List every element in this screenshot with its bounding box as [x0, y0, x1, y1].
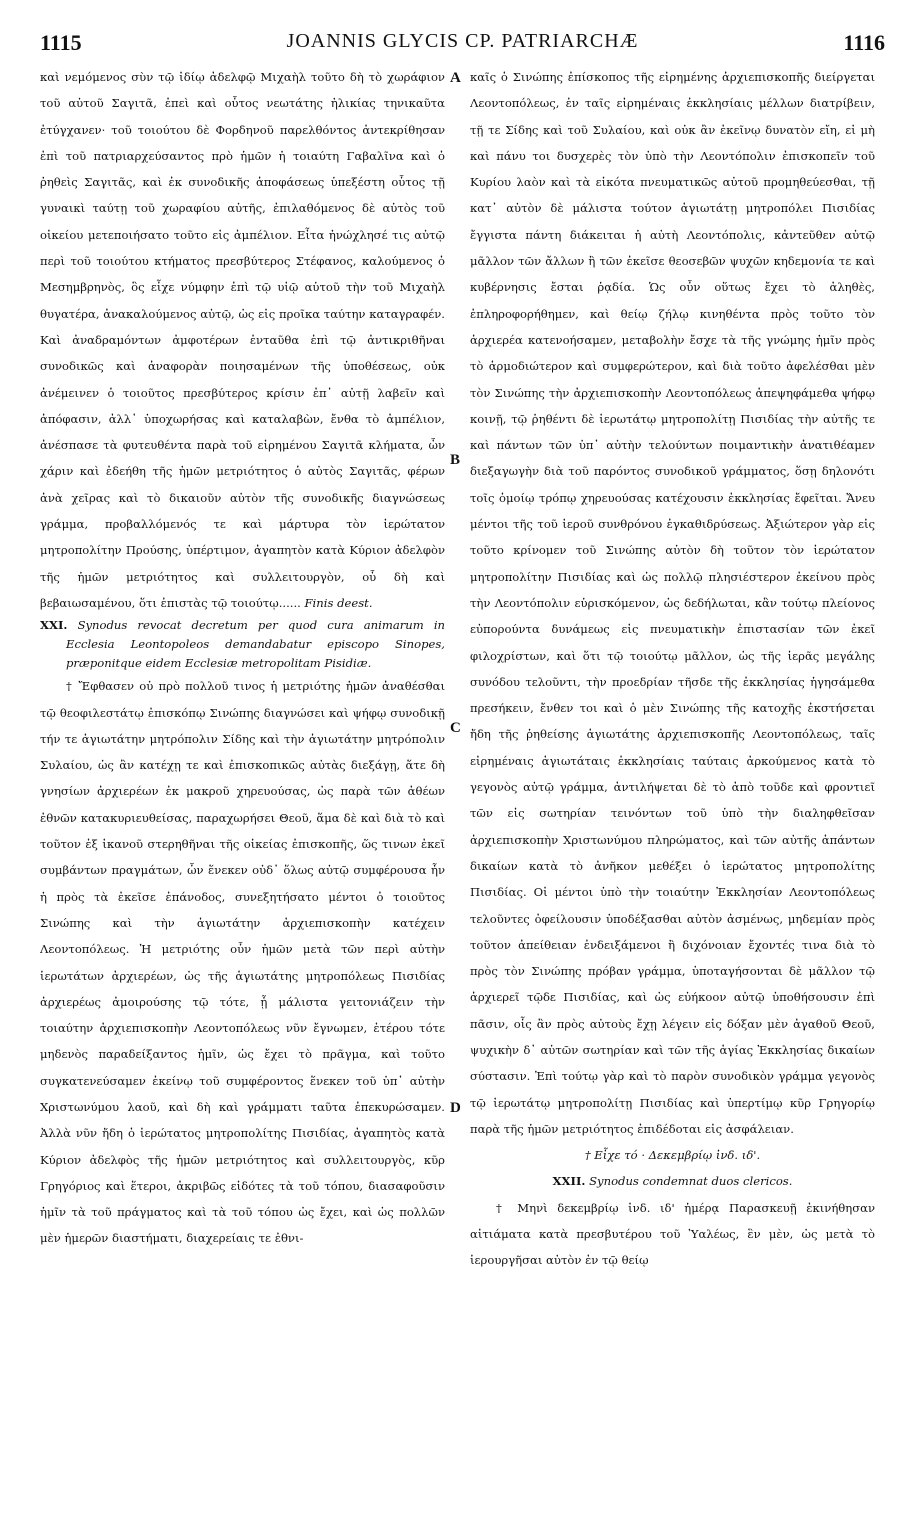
- margin-marker-d: D: [450, 1100, 461, 1116]
- left-column: [40, 64, 445, 1252]
- section-number: XXII.: [552, 1174, 586, 1189]
- page-header: [40, 30, 885, 62]
- section-number: XXI.: [40, 618, 68, 633]
- paragraph-text: καὶ νεμόμενος σὺν τῷ ἰδίῳ ἀδελφῷ Μιχαὴλ τοῦτο δὴ τὸ χωράφιον τοῦ αὐτοῦ Σαγιτᾶ, ἐπεὶ καὶ οὗτος νεωτάτης ἡλικίας τηνικαῦτα ἐτύγχανεν· τοῦ τοιούτου δὲ Φορδηνοῦ παρελθόντος ἀντεκρίθησαν ἐπὶ τοῦ πατριαρχεύσαντος πρὸ ἡμῶν ἡ τοιαύτη Γαβαλῖνα καὶ ὁ ῥηθεὶς Σαγιτᾶς, καὶ ἐκ συνοδικῆς ἀποφάσεως ὑπεξέστη οὗτος τῇ γυναικὶ ταύτῃ τοῦ χωραφίου αὐτῆς, ἐπιλαθόμενος δὲ αὐτὸς τοῦ οἰκείου μετεποιήσατο τοῦτο εἰς ἀμπέλιον. Εἶτα ἠνώχλησέ τις αὐτῷ περὶ τοῦ τοιούτου κτήματος πρεσβύτερος Στέφανος, καλούμενος ὁ Μεσημβρηνὸς, ὃς εἶχε νύμφην ἐπὶ τῷ υἱῷ αὐτοῦ τὴν τοῦ Μιχαὴλ θυγατέρα, ἀνακαλούμενος αὐτῷ, ὡς εἰς προῖκα ταύτην καταγραφέν. Καὶ ἀναδραμόντων ἀμφοτέρων ἐνταῦθα ἐπὶ τῷ ἀντικριθῆναι συνοδικῶς καὶ ἀναφορὰν ποιησαμένων τῆς ὑποθέσεως, οὐκ ἀνέμεινεν ὁ τοιοῦτος πρεσβύτερος κρίσιν ἐπ᾿ αὐτῇ λαβεῖν καὶ ἀπόφασιν, ἀλλ᾿ ὑποχωρήσας καὶ καταλαβὼν, ἔνθα τὸ ἀμπέλιον, ἀνέσπασε τὰ φυτευθέντα παρὰ τοῦ εἰρημένου Σαγιτᾶ κλήματα, ὧν χάριν καὶ ἐδεήθη τῆς ἡμῶν μετριότητος ὁ αὐτὸς Σαγιτᾶς, φέρων ἀνὰ χεῖρας καὶ τὸ δικαιοῦν αὐτὸν τῆς συνοδικῆς διαγνώσεως γράμμα, προβαλλόμενός τε καὶ μάρτυρα τὸν ἱερώτατον μητροπολίτην Προύσης, ὑπέρτιμον, ἀγαπητὸν κατὰ Κύριον ἀδελφὸν τῆς ἡμῶν μετριότητος καὶ συλλειτουργὸν, οὗ δὴ καὶ βεβαιωσαμένου, ὅτι ἐπιστὰς τῷ τοιούτῳ......: [40, 70, 445, 610]
- paragraph-text: καῖς ὁ Σινώπης ἐπίσκοπος τῆς εἰρημένης ἀρχιεπισκοπῆς διείργεται Λεοντοπόλεως, ἐν ταῖς εἰρημέναις ἐκκλησίαις μέλλων διατρίβειν, τῇ τε Σίδης καὶ τοῦ Συλαίου, καὶ οὐκ ἂν ἐκεῖνῳ δυνατὸν εἴη, εἰ μὴ καὶ πάνυ τοι δυσχερὲς τὸν ὑπὸ τὴν Λεοντόπολιν ἐπισκοπεῖν τοῦ Κυρίου λαὸν καὶ τὰ εἰκότα πνευματικῶς αὐτοῦ προμηθεύεσθαι, τῇ κατ᾿ αὐτὸν δὲ μάλιστα τούτον ἁγιωτάτῃ μητροπόλει Πισιδίας ἔγγιστα πάντη διάκειται ἡ αὐτὴ Λεοντόπολις, κἀντεῦθεν αὐτῷ μᾶλλον τῶν ἄλλων ἢ τῶν ἐκεῖσε θεοσεβῶν ψυχῶν κηδεμονία τε καὶ κυβέρνησις ἔσται ῥᾳδία. Ὡς οὖν οὕτως ἔχει τὸ ἀληθὲς, ἐπληροφορήθημεν, καὶ θείῳ ζήλῳ κινηθέντα πρὸς τοῦτο τὸν ἀρχιερέα κατενοήσαμεν, μεταβολὴν ἔσχε τὰ τῆς γνώμης ἡμῖν πρὸς τὸ ἁρμοδιώτερον καὶ συμφερώτερον, καὶ διὰ τοῦτο ἀφελέσθαι μὲν τὸν Σινώπης τὴν ἀρχιεπισκοπὴν Λεοντοπόλεως ἀπεψηφάμεθα ψήφῳ κοινῇ, τῷ ῥηθέντι δὲ ἱερωτάτῳ μητροπολίτῃ Πισιδίας τὴν αὐτῆς τε καὶ πάντων τῶν ὑπ᾿ αὐτὴν τελούντων ποιμαντικὴν ἀνατιθέαμεν διεξαγωγὴν διὰ τοῦ παρόντος συνοδικοῦ γράμματος, ὅσῃ δηλονότι τοῖς ὁμοίῳ τρόπῳ χηρευούσας κατέχουσιν ἐκκλησίας ἔφεῖται. Ἄνευ μέντοι τῆς τοῦ ἱεροῦ συνθρόνου ἐγκαθιδρύσεως. Ἀξιώτερον γὰρ εἰς τοῦτο κρίνομεν τοῦ Σινώπης αὐτὸν δὴ τοῦτον τὸν ἱερώτατον μητροπολίτην Πισιδίας καὶ ὡς πολλῷ πλησιέστερον ἐκείνου πρὸς τὴν Λεοντόπολιν εὑρισκόμενον, ὡς δεδήλωται, κἂν τούτῳ πλείονος εὐπορούντα δυνάμεως εἰς πνευματικὴν ἐπιστασίαν τῶν ἐκεῖ φιλοχρίστων, καὶ ὅτι τῷ τοιούτῳ μᾶλλον, ὡς τῆς ἱερᾶς μεγάλης συνόδου τελοῦντι, τὴν προεδρίαν τῆσδε τῆς ἐκκλησίας ἡγησάμεθα πρεσήκειν, ἔνθεν τοι καὶ ὁ μὲν Σινώπης τῆς κατοχῆς ἐκστήσεται ἤδη τῆς ῥηθείσης ἁγιωτάτης ἀρχιεπισκοπῆς Λεοντοπόλεως, ταῖς εἰρημέναις ἁγιωτάταις ἐκκλησίαις ταύταις ἀρκούμενος κατὰ τὸ γεγονὸς αὐτῷ γράμμα, ἀντιλήψεται δὲ τὸ ἀπὸ τοῦδε καὶ φροντιεῖ τῶν εἰς σωτηρίαν τεινόντων τοῦ ὑπὸ τὴν διαληφθεῖσαν ἀρχιεπισκοπὴν Χριστωνύμου πληρώματος, καὶ τῶν αὐτῆς ἁπάντων δικαίων κατὰ τὸ ἀνῆκον μεθέξει ὁ ἱερώτατος μητροπολίτης Πισιδίας. Οἱ μέντοι ὑπὸ τὴν τοιαύτην Ἐκκλησίαν Λεοντοπόλεως τελοῦντες ὀφείλουσιν ὑποδέξασθαι αὐτὸν ἀσμένως, μηδεμίαν πρὸς τοῦτον ἀπείθειαν ἐνδειξάμενοι ἢ διχόνοιαν ἔχοντές τινα διὰ τὸ πρὸς τὸν Σινώπης πρόβαν γράμμα, ὑποταγήσονται δὲ μᾶλλον τῷ ἀρχιερεῖ τῷδε Πισιδίας, καὶ ὡς εὐήκοον αὐτῷ ὑποθήσουσιν ἐπὶ πᾶσιν, οἷς ἂν πρὸς αὐτοὺς ἔχῃ λέγειν εἰς δόξαν μὲν ἀγαθοῦ Θεοῦ, ψυχικὴν δ᾿ αὐτῶν σωτηρίαν καὶ τῶν τῆς ἁγίας Ἐκκλησίας δικαίων σύστασιν. Ἐπὶ τούτῳ γὰρ καὶ τὸ παρὸν συνοδικὸν γράμμα γεγονὸς τῷ ἱερωτάτῳ μητροπολίτῃ Πισιδίας καὶ ὑπερτίμῳ κῦρ Γρηγορίῳ παρὰ τῆς ἡμῶν μετριότητος ἐπιδέδοται εἰς ἀσφάλειαν.: [470, 70, 875, 1136]
- margin-marker-c: C: [450, 720, 461, 736]
- section-title: Synodus revocat decretum per quod cura animarum in Ecclesia Leontopoleos demandabatur episcopo Sinopes, præponitque eidem Ecclesiæ metropolitam Pisidiæ.: [66, 618, 445, 671]
- finis-note: Finis deest.: [304, 595, 373, 610]
- margin-marker-b: B: [450, 452, 461, 468]
- section-heading-xxii: [470, 1168, 875, 1194]
- margin-marker-a: A: [450, 70, 461, 86]
- page-number-right: 1116: [843, 30, 885, 55]
- paragraph-text: † Ἔφθασεν οὐ πρὸ πολλοῦ τινος ἡ μετριότης ἡμῶν ἀναθέσθαι τῷ θεοφιλεστάτῳ ἐπισκόπῳ Σινώπης διαγνώσει καὶ ψήφῳ συνοδικῇ τήν τε ἁγιωτάτην μητρόπολιν Σίδης καὶ τὴν ἁγιωτάτην μητρόπολιν Συλαίου, ὡς ἂν κατέχῃ τε καὶ ἐπισκοπικῶς αὐτὰς διεξάγῃ, ἅτε δὴ γνησίων ἀρχιερέων ἐκ μακροῦ χηρευούσας, ὡς παρὰ τῶν ἀθέων ἐθνῶν κατακυριευθείσας, παραχωρήσει Θεοῦ, ἅμα δὲ καὶ διὰ τὸ καὶ τοῦτον ἐξ ἱκανοῦ στερηθῆναι τῆς οἰκείας ἐπισκοπῆς, ὥς τινων ἐκεῖ συμβάντων πραγμάτων, ὧν ἕνεκεν οὐδ᾿ ὅλως αὐτῷ συμφέρουσα ἦν ἡ πρὸς τὰ ἐκεῖσε ἐπάνοδος, συνεξητήσατο μέντοι ὁ τοιοῦτος Σινώπης καὶ τὴν ἁγιωτάτην ἀρχιεπισκοπὴν κατέχειν Λεοντοπόλεως. Ἡ μετριότης οὖν ἡμῶν μετὰ τῶν περὶ αὐτὴν ἱερωτάτων ἀρχιερέων, ὡς τῆς ἁγιωτάτης μητροπόλεως Πισιδίας ἀρχιερέως ἀμοιρούσης τῷ τότε, ᾗ μάλιστα γειτονιάζειν τὴν τοιαύτην ἀρχιεπισκοπὴν Λεοντοπόλεως νῦν ἔγνωμεν, ἑτέρου τότε μηδενὸς παραδείξαντος ἡμῖν, ὡς ἔχει τὸ πρᾶγμα, καὶ τοῦτο συγκατενεύσαμεν ἐκείνῳ τοῦ συμφέροντος ἕνεκεν τοῦ ὑπ᾿ αὐτὴν Χριστωνύμου λαοῦ, καὶ δὴ καὶ γράμματι ταῦτα ἐπεκυρώσαμεν. Ἀλλὰ νῦν ἤδη ὁ ἱερώτατος μητροπολίτης Πισιδίας, ἀγαπητὸς κατὰ Κύριον ἀδελφὸς τῆς ἡμῶν μετριότητος καὶ συλλειτουργὸς, κῦρ Γρηγόριος καὶ ἕτεροι, ἀκριβῶς εἰδότες τὰ τοῦ τόπου, διασαφοῦσιν ἡμῖν τὰ τοῦ πράγματος καὶ τὰ τοῦ τόπου ὡς ἔχει, καὶ ὡς πολλῶν μὲν ἡμερῶν διαστήματι, διαχερείαις τε ἐθνι-: [40, 679, 445, 1246]
- right-column: [470, 64, 875, 1274]
- section-heading-xxi: [40, 616, 445, 673]
- paragraph-continued: [40, 64, 445, 616]
- running-title: JOANNIS GLYCIS CP. PATRIARCHÆ: [286, 30, 639, 52]
- page-number-left: 1115: [40, 30, 82, 55]
- section-title: Synodus condemnat duos clericos.: [589, 1174, 793, 1189]
- date-signature: † Εἶχε τό · Δεκεμβρίῳ ἰνδ. ιδ'.: [584, 1148, 761, 1163]
- paragraph-text: † Μηνὶ δεκεμβρίῳ ἰνδ. ιδ' ἡμέρᾳ Παρασκευῇ ἐκινήθησαν αἰτιάματα κατὰ πρεσβυτέρου τοῦ Ὑαλέως, ἓν μὲν, ὡς μετὰ τὸ ἱερουργῆσαι αὐτὸν ἐν τῷ θείῳ: [470, 1200, 875, 1268]
